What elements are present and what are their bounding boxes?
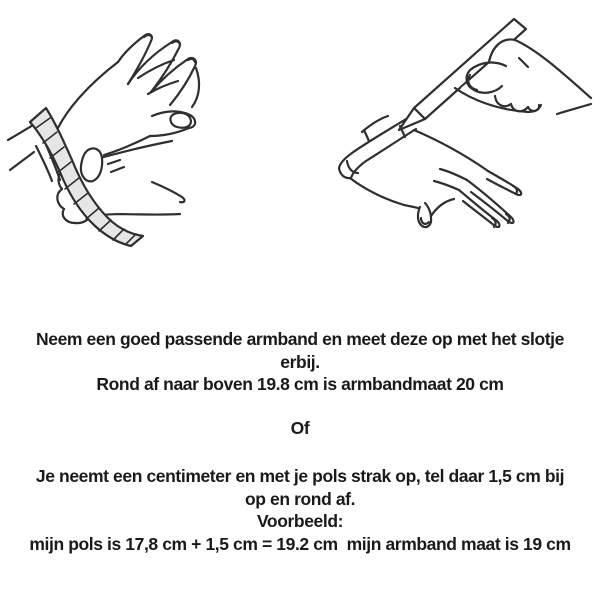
middle-finger xyxy=(128,40,180,92)
hand-top-edge xyxy=(414,130,488,171)
method-2-line: Voorbeeld: xyxy=(256,511,344,531)
grip-thumb xyxy=(81,148,102,181)
grip-finger-scallops xyxy=(57,189,64,209)
mark-wrist-strip-with-pen-illustration xyxy=(300,0,600,280)
fingernail xyxy=(506,214,510,223)
thumb-finger-gap xyxy=(431,199,454,216)
thumbnail xyxy=(421,218,429,224)
arm-line xyxy=(10,152,34,170)
grip-finger-scallops xyxy=(63,209,75,223)
hand-outline xyxy=(56,62,118,132)
fingernail xyxy=(144,35,152,37)
thumbnail xyxy=(170,113,191,128)
fingernail xyxy=(492,218,496,227)
hand-outer-edge xyxy=(192,68,199,107)
method-2-line: mijn pols is 17,8 cm + 1,5 cm = 19.2 cm mijn armband maat is 19 cm xyxy=(29,533,571,554)
palm-bottom-line xyxy=(104,136,150,155)
finger-separation xyxy=(434,181,459,190)
separator-text: Of xyxy=(290,417,310,438)
method-2-line: op en rond af. xyxy=(244,488,356,509)
knuckle-crease xyxy=(111,167,124,172)
method-2-line: Je neemt een centimeter en met je pols strak op, tel daar 1,5 cm bij xyxy=(35,466,565,486)
index-finger xyxy=(118,34,152,84)
paper-strip-fold xyxy=(347,161,358,173)
paper-strip-top xyxy=(339,118,408,168)
fingernail xyxy=(172,41,180,44)
palm-crease xyxy=(148,81,178,94)
finger-separation xyxy=(440,169,467,180)
grip-finger-gap xyxy=(152,182,184,202)
paper-strip-bottom xyxy=(351,129,416,178)
method-1-line: erbij. xyxy=(280,351,320,372)
method-1-line: Neem een goed passende armband en meet deze op met het slotje xyxy=(36,329,564,349)
method-1-paragraph xyxy=(0,328,600,396)
measure-wrist-with-tape-illustration xyxy=(0,0,300,280)
hand-bottom-edge xyxy=(350,178,418,208)
paper-strip-back xyxy=(362,116,388,132)
strip-mark xyxy=(364,130,369,141)
fingernail xyxy=(188,59,195,62)
method-2-paragraph xyxy=(0,465,600,555)
instruction-text xyxy=(0,328,600,555)
knuckle-crease xyxy=(108,160,120,164)
method-1-line: Rond af naar boven 19.8 cm is armbandmaat 20 cm xyxy=(96,374,504,394)
